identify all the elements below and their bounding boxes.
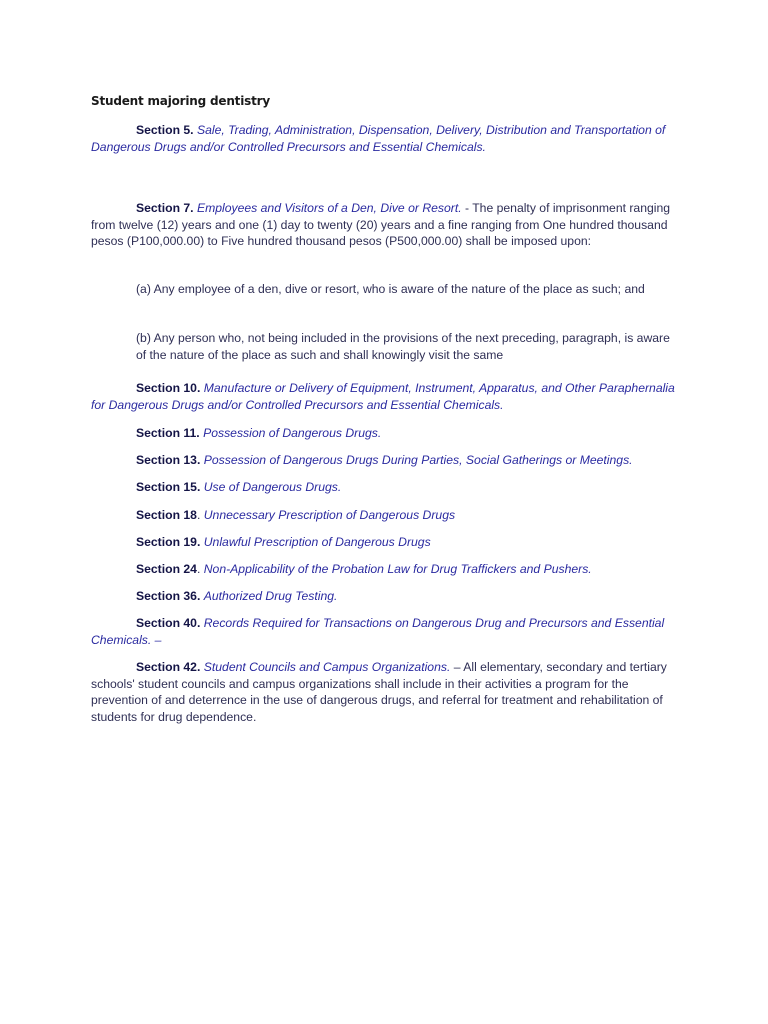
section-18 bbox=[91, 507, 681, 524]
section-number: Section 36. bbox=[136, 589, 201, 603]
section-separator: . bbox=[196, 508, 204, 522]
section-13 bbox=[91, 452, 681, 469]
section-title: Use of Dangerous Drugs. bbox=[203, 480, 342, 494]
section-7-item-b: (b) Any person who, not being included in the provisions of the next preceding, paragraph, is aware of the nature of the place as such and shall knowingly visit the same bbox=[136, 331, 670, 362]
section-24 bbox=[91, 561, 681, 578]
section-title: Non-Applicability of the Probation Law for Drug Traffickers and Pushers. bbox=[203, 562, 592, 576]
section-40 bbox=[91, 615, 681, 648]
section-11 bbox=[91, 425, 681, 442]
document-heading: Student majoring dentistry bbox=[91, 94, 270, 108]
section-title: Records Required for Transactions on Dangerous Drug and Precursors and Essential Chemicals. – bbox=[91, 616, 665, 647]
section-number: Section 15. bbox=[136, 480, 201, 494]
section-number: Section 10. bbox=[136, 381, 201, 395]
section-number: Section 7. bbox=[136, 201, 194, 215]
section-number: Section 40. bbox=[136, 616, 201, 630]
section-body: - The penalty of imprisonment ranging from twelve (12) years and one (1) day to twenty (20) years and a fine ranging from One hundred thousand pesos (P100,000.00) to Five hundred thousand pesos (P500,000.00) shall be imposed upon: bbox=[91, 201, 671, 248]
section-number: Section 11. bbox=[136, 426, 200, 440]
section-title: Possession of Dangerous Drugs During Parties, Social Gatherings or Meetings. bbox=[203, 453, 633, 467]
section-number: Section 18 bbox=[136, 508, 197, 522]
section-7-item-a: (a) Any employee of a den, dive or resort, who is aware of the nature of the place as such; and bbox=[136, 282, 645, 296]
section-title: Unlawful Prescription of Dangerous Drugs bbox=[203, 535, 431, 549]
section-10 bbox=[91, 380, 681, 413]
section-7 bbox=[91, 200, 681, 250]
section-title: Employees and Visitors of a Den, Dive or Resort. bbox=[196, 201, 462, 215]
section-title: Student Councils and Campus Organizations. bbox=[203, 660, 451, 674]
section-number: Section 24 bbox=[136, 562, 197, 576]
section-42 bbox=[91, 659, 681, 725]
section-5 bbox=[91, 122, 681, 155]
section-15 bbox=[91, 479, 681, 496]
section-number: Section 5. bbox=[136, 123, 194, 137]
section-title: Manufacture or Delivery of Equipment, Instrument, Apparatus, and Other Paraphernalia for Dangerous Drugs and/or Controlled Precursors and Essential Chemicals. bbox=[91, 381, 675, 412]
section-19 bbox=[91, 534, 681, 551]
section-title: Sale, Trading, Administration, Dispensation, Delivery, Distribution and Transportation of Dangerous Drugs and/or Controlled Precursors and Essential Chemicals. bbox=[91, 123, 666, 154]
section-separator: . bbox=[196, 562, 204, 576]
section-number: Section 42. bbox=[136, 660, 201, 674]
section-number: Section 13. bbox=[136, 453, 201, 467]
section-body: – All elementary, secondary and tertiary schools' student councils and campus organizations shall include in their activities a program for the prevention of and deterrence in the use of dangerous drugs, and referral for treatment and rehabilitation of students for drug dependence. bbox=[91, 660, 667, 724]
section-title: Unnecessary Prescription of Dangerous Drugs bbox=[203, 508, 456, 522]
section-number: Section 19. bbox=[136, 535, 201, 549]
section-title: Authorized Drug Testing. bbox=[203, 589, 338, 603]
section-36 bbox=[91, 588, 681, 605]
section-title: Possession of Dangerous Drugs. bbox=[203, 426, 382, 440]
